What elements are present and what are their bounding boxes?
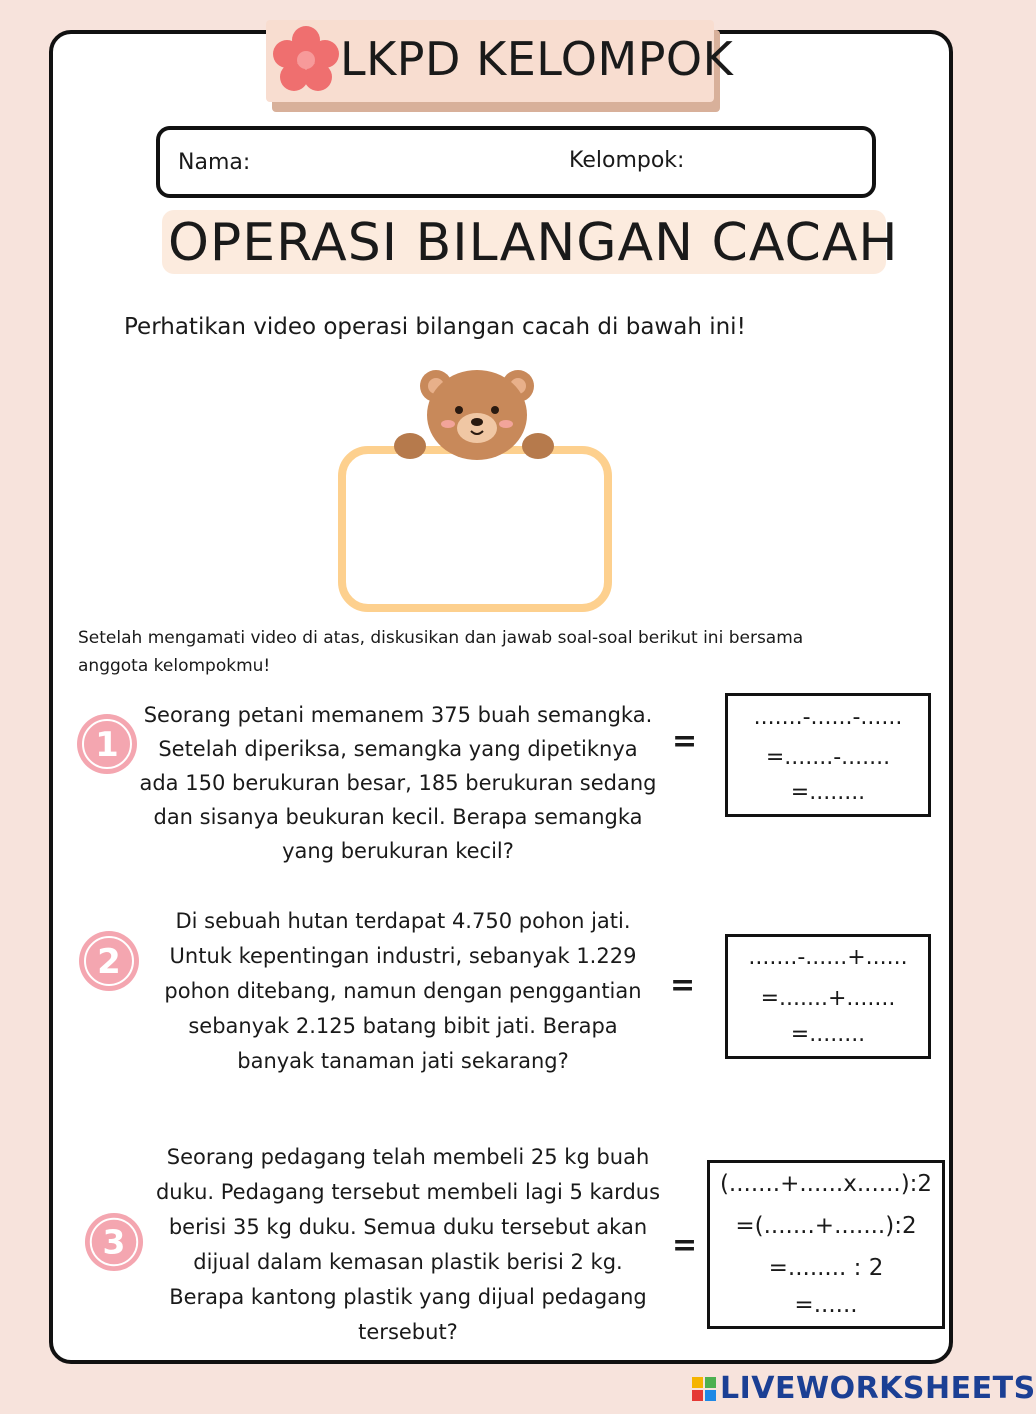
question-line: berisi 35 kg duku. Semua duku tersebut akan [168,1215,648,1239]
answer-line: =........ [790,1022,866,1047]
question-line: Seorang pedagang telah membeli 25 kg buah [166,1145,650,1169]
badge-number: 2 [97,942,121,982]
badge-number: 3 [102,1222,126,1262]
question-line: Setelah diperiksa, semangka yang dipetiknya [158,737,638,761]
answer-line: =.......-....... [765,745,891,770]
answer-box-2[interactable] [725,934,931,1059]
number-badge-3 [84,1212,144,1272]
answer-line: =.......+....... [760,986,896,1011]
question-line: pohon ditebang, namun dengan penggantian [164,979,642,1003]
page-title: LKPD KELOMPOK [340,32,734,86]
equals-sign: = [672,724,698,759]
question-3 [146,1140,670,1350]
bear-icon [394,370,554,460]
answer-line: (.......+......x......):2 [719,1171,933,1197]
answer-box-3[interactable] [707,1160,945,1329]
bear-video-frame[interactable] [330,360,620,620]
equals-sign: = [672,1228,698,1263]
question-line: duku. Pedagang tersebut membeli lagi 5 kardus [155,1180,661,1204]
question-line: Berapa kantong plastik yang dijual pedagang [169,1285,647,1309]
topic-title: OPERASI BILANGAN CACAH [168,213,899,273]
instruction-text: Perhatikan video operasi bilangan cacah di bawah ini! [124,314,746,340]
answer-line: .......-......-...... [753,705,903,730]
liveworksheets-logo-icon [692,1377,716,1401]
name-label: Nama: [178,150,251,175]
equals-sign: = [670,968,696,1003]
flower-icon [270,24,342,96]
question-line: yang berukuran kecil? [282,839,514,863]
answer-line: .......-......+...... [748,945,908,970]
question-line: dan sisanya beukuran kecil. Berapa semangka [153,805,643,829]
answer-line: =........ : 2 [768,1255,884,1281]
question-line: dijual dalam kemasan plastik berisi 2 kg. [193,1250,623,1274]
brand-name[interactable]: LIVEWORKSHEETS [720,1371,1036,1406]
number-badge-2 [78,930,140,992]
question-line: ada 150 berukuran besar, 185 berukuran sedang [139,771,657,795]
number-badge-1 [76,713,138,775]
question-1 [134,698,662,868]
answer-line: =...... [794,1292,858,1318]
question-line: banyak tanaman jati sekarang? [237,1049,569,1073]
question-2 [148,904,658,1079]
question-line: Di sebuah hutan terdapat 4.750 pohon jati. [175,909,631,933]
identity-box [156,126,876,198]
badge-number: 1 [95,725,119,765]
task-instruction: Setelah mengamati video di atas, diskusikan dan jawab soal-soal berikut ini bersama anggota kelompokmu! [78,628,804,676]
question-line: tersebut? [358,1320,458,1344]
group-label: Kelompok: [569,148,685,173]
question-line: sebanyak 2.125 batang bibit jati. Berapa [188,1014,618,1038]
answer-line: =(.......+.......):2 [735,1213,917,1239]
question-line: Untuk kepentingan industri, sebanyak 1.229 [169,944,637,968]
question-line: Seorang petani memanem 375 buah semangka. [143,703,653,727]
answer-line: =........ [790,780,866,805]
answer-box-1[interactable] [725,693,931,817]
